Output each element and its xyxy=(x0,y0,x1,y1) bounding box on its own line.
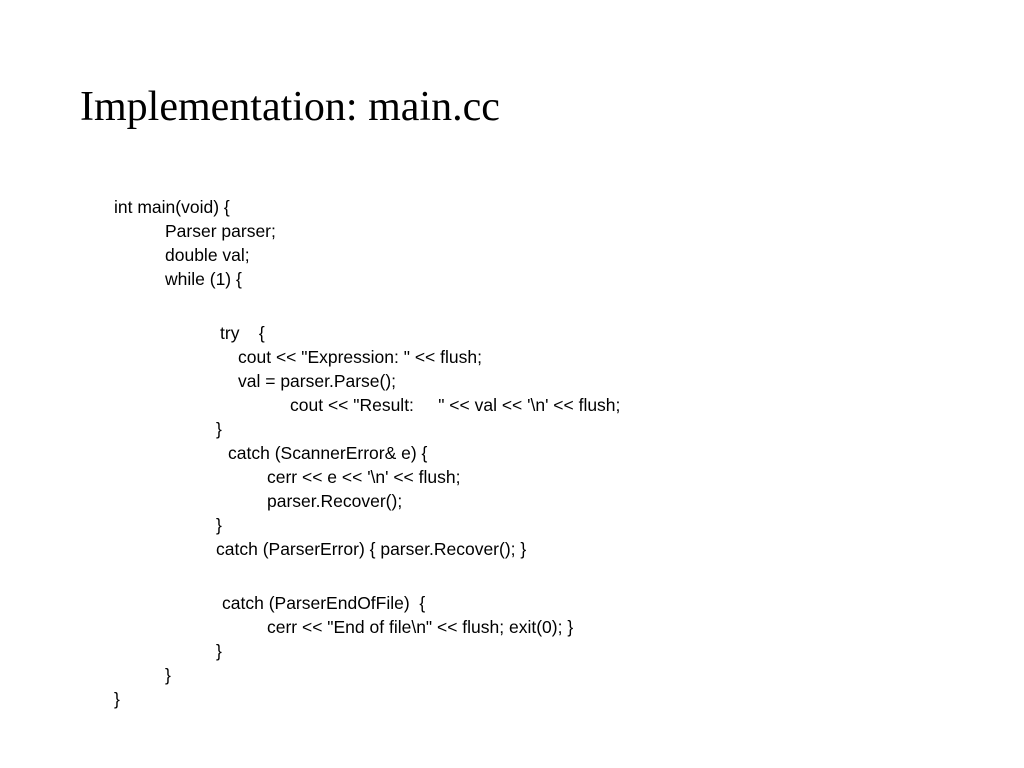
code-line: cout << "Expression: " << flush; xyxy=(238,347,482,367)
code-line: } xyxy=(165,665,171,685)
code-line: } xyxy=(216,515,222,535)
code-line: Parser parser; xyxy=(165,221,276,241)
code-line: cerr << "End of file\n" << flush; exit(0); } xyxy=(267,617,574,637)
code-line: int main(void) { xyxy=(114,197,230,217)
code-line: catch (ParserEndOfFile) { xyxy=(222,593,426,613)
code-line: val = parser.Parse(); xyxy=(238,371,397,391)
code-line: catch (ScannerError& e) { xyxy=(228,443,428,463)
code-line: cout << "Result: " << val << '\n' << flush; xyxy=(290,395,621,415)
slide-title: Implementation: main.cc xyxy=(80,84,500,130)
code-line: } xyxy=(216,419,222,439)
code-line: parser.Recover(); xyxy=(267,491,403,511)
code-line: try { xyxy=(220,323,265,343)
code-line: catch (ParserError) { parser.Recover(); } xyxy=(216,539,527,559)
code-line: while (1) { xyxy=(165,269,242,289)
code-line: cerr << e << '\n' << flush; xyxy=(267,467,461,487)
code-line: } xyxy=(216,641,222,661)
code-line: double val; xyxy=(165,245,250,265)
code-line: } xyxy=(114,689,120,709)
